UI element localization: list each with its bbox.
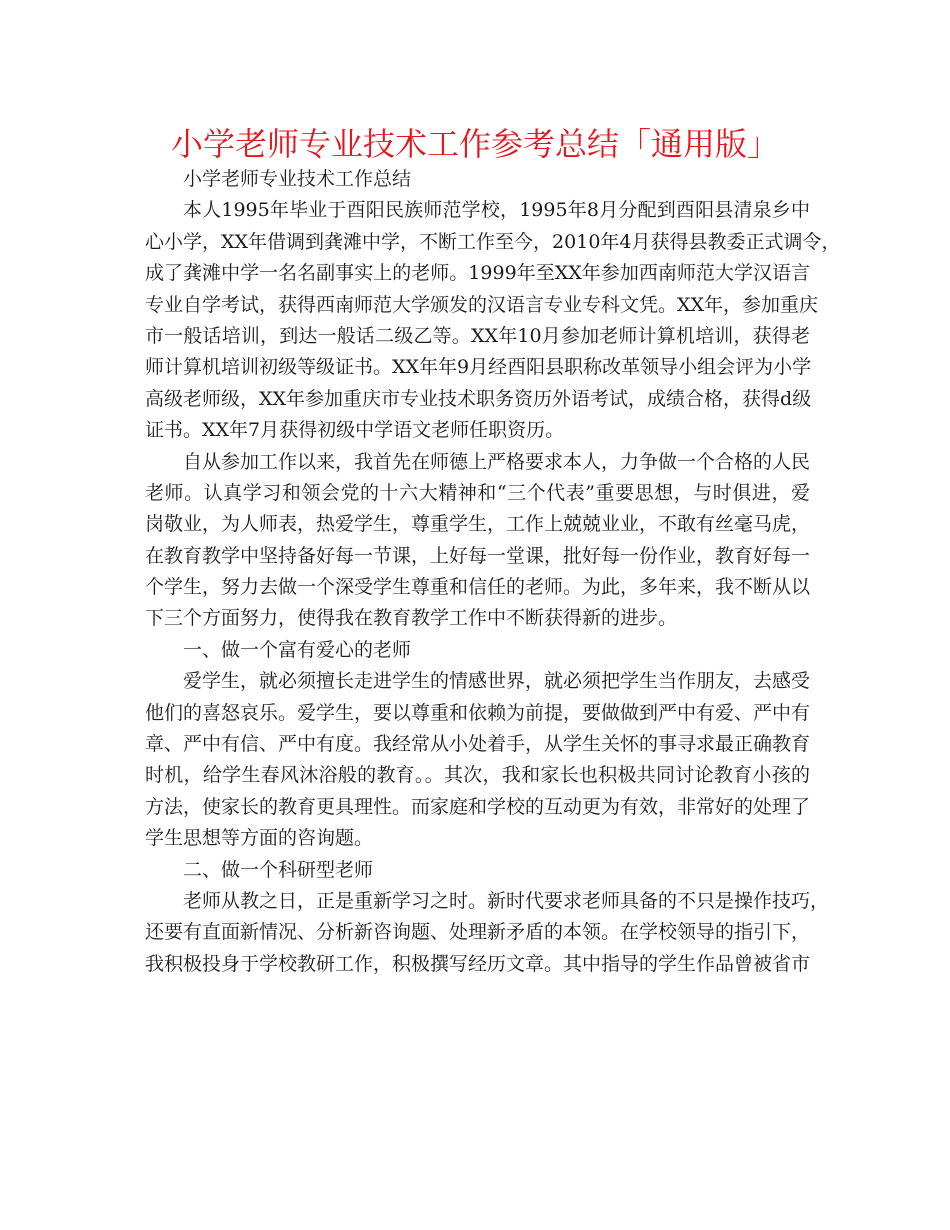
text-line: 老师。认真学习和领会党的十六大精神和“三个代表”重要思想，与时俱进，爱 [145,481,810,504]
text-line: 爱学生，就必须擅长走进学生的情感世界，就必须把学生当作朋友，去感受 [183,670,811,693]
text-line: 专业自学考试，获得西南师范大学颁发的汉语言专业专科文凭。XX年，参加重庆 [145,293,819,316]
text-line: 老师从教之日，正是重新学习之时。新时代要求老师具备的不只是操作技巧， [183,889,830,912]
document-title: 小学老师专业技术工作参考总结「通用版」 [170,125,779,163]
text-line: 高级老师级，XX年参加重庆市专业技术职务资历外语考试，成绩合格，获得d级 [145,387,812,410]
text-line: 岗敬业，为人师表，热爱学生，尊重学生，工作上兢兢业业，不敢有丝毫马虎， [145,513,811,536]
text-line: 二、做一个科研型老师 [183,858,374,881]
text-line: 一、做一个富有爱心的老师 [183,638,412,661]
text-line: 学生思想等方面的咨询题。 [145,827,374,850]
text-line: 下三个方面努力，使得我在教育教学工作中不断获得新的进步。 [145,607,678,630]
text-line: 在教育教学中坚持备好每一节课，上好每一堂课，批好每一份作业，教育好每一 [145,544,811,567]
text-line: 时机，给学生春风沐浴般的教育。。其次，我和家长也积极共同讨论教育小孩的 [145,764,810,787]
document-body [145,164,841,980]
text-line: 心小学，XX年借调到龚滩中学，不断工作至今，2010年4月获得县教委正式调令， [145,230,841,253]
text-line: 师计算机培训初级等级证书。XX年年9月经酉阳县职称改革领导小组会评为小学 [145,356,812,379]
text-line: 个学生，努力去做一个深受学生尊重和信任的老师。为此，多年来，我不断从以 [145,576,811,599]
text-line: 市一般话培训，到达一般话二级乙等。XX年10月参加老师计算机培训，获得老 [145,324,810,347]
text-line: 证书。XX年7月获得初级中学语文老师任职资历。 [145,419,565,442]
text-line: 小学老师专业技术工作总结 [183,168,412,190]
text-line: 我积极投身于学校教研工作，积极撰写经历文章。其中指导的学生作品曾被省市 [145,952,811,975]
text-line: 自从参加工作以来，我首先在师德上严格要求本人，力争做一个合格的人民 [183,450,811,473]
text-line: 方法，使家长的教育更具理性。而家庭和学校的互动更为有效，非常好的处理了 [145,795,811,818]
text-line: 还要有直面新情况、分析新咨询题、处理新矛盾的本领。在学校领导的指引下， [145,921,811,944]
text-line: 成了龚滩中学一名名副事实上的老师。1999年至XX年参加西南师范大学汉语言 [145,262,810,285]
text-line: 章、严中有信、严中有度。我经常从小处着手，从学生关怀的事寻求最正确教育 [145,733,811,756]
text-line: 他们的喜怒哀乐。爱学生，要以尊重和依赖为前提，要做做到严中有爱、严中有 [145,701,811,724]
text-line: 本人1995年毕业于酉阳民族师范学校，1995年8月分配到酉阳县清泉乡中 [183,199,810,222]
